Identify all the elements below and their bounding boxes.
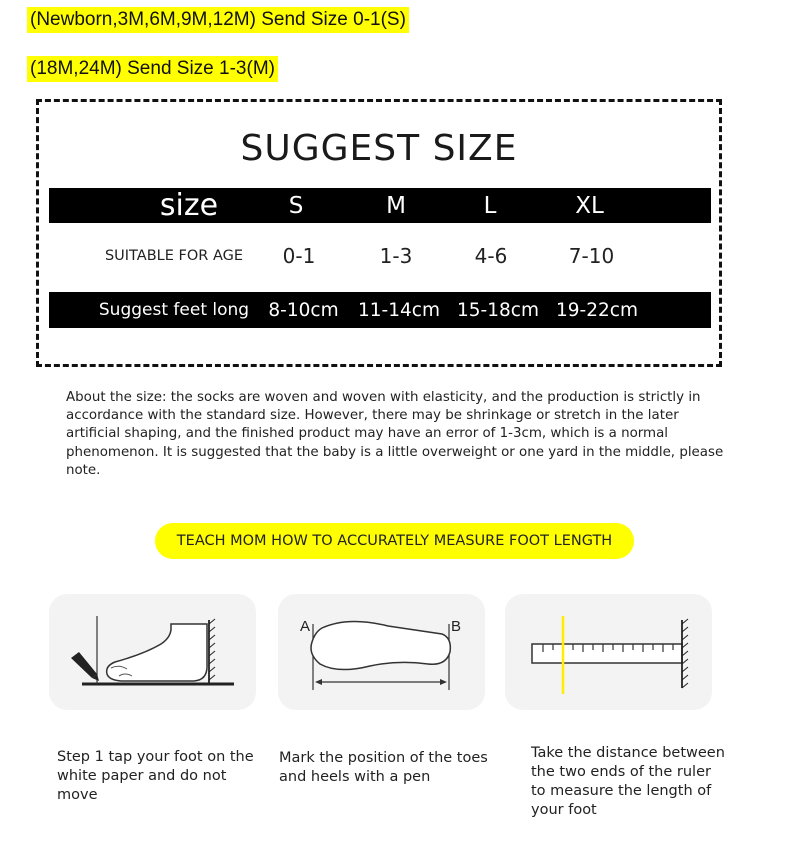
size-chart (36, 99, 722, 367)
step1-illustration (49, 594, 256, 710)
toe-mark-label: B (451, 618, 462, 635)
step1-text: Step 1 tap your foot on the white paper and do not move (57, 749, 254, 803)
step3-text: Take the distance between the two ends of the ruler to measure the length of your foot (531, 745, 725, 818)
step3-illustration (505, 594, 712, 710)
size-chart-title: SUGGEST SIZE (240, 128, 518, 169)
age-row (49, 236, 711, 276)
feet-xl: 19-22cm (556, 299, 638, 321)
foot-against-wall-icon (49, 594, 256, 710)
heel-mark-label: A (300, 618, 311, 635)
size-l: L (483, 192, 497, 219)
age-l: 4-6 (474, 244, 508, 268)
size-xl: XL (575, 192, 604, 219)
age-s: 0-1 (282, 244, 316, 268)
feet-s: 8-10cm (268, 299, 339, 321)
step2-text: Mark the position of the toes and heels with a pen (279, 750, 488, 785)
size-explanation: About the size: the socks are woven and woven with elasticity, and the production is strictly in accordance with the standard size. However, there may be shrinkage or stretch in the later artificial shaping, and the finished product may have an error of 1-3cm, which is a normal phenomenon. It is suggested that the baby is a little overweight or one yard in the middle, please note. (66, 390, 724, 478)
step2-illustration (278, 594, 485, 710)
ruler-icon (505, 594, 712, 710)
age-label: SUITABLE FOR AGE (104, 248, 244, 264)
size-header-label: size (159, 188, 219, 223)
foot-outline-icon (278, 594, 485, 710)
feet-m: 11-14cm (358, 299, 440, 321)
age-m: 1-3 (379, 244, 413, 268)
size-m: M (386, 192, 406, 219)
measure-banner: TEACH MOM HOW TO ACCURATELY MEASURE FOOT LENGTH (155, 523, 634, 559)
size-note-newborn: (Newborn,3M,6M,9M,12M) Send Size 0-1(S) (27, 7, 409, 33)
size-note-toddler: (18M,24M) Send Size 1-3(M) (27, 56, 278, 82)
feet-row (49, 292, 711, 328)
feet-label: Suggest feet long (98, 300, 250, 320)
age-xl: 7-10 (568, 244, 615, 268)
size-header-row (49, 188, 711, 223)
feet-l: 15-18cm (457, 299, 539, 321)
size-s: S (288, 192, 304, 219)
